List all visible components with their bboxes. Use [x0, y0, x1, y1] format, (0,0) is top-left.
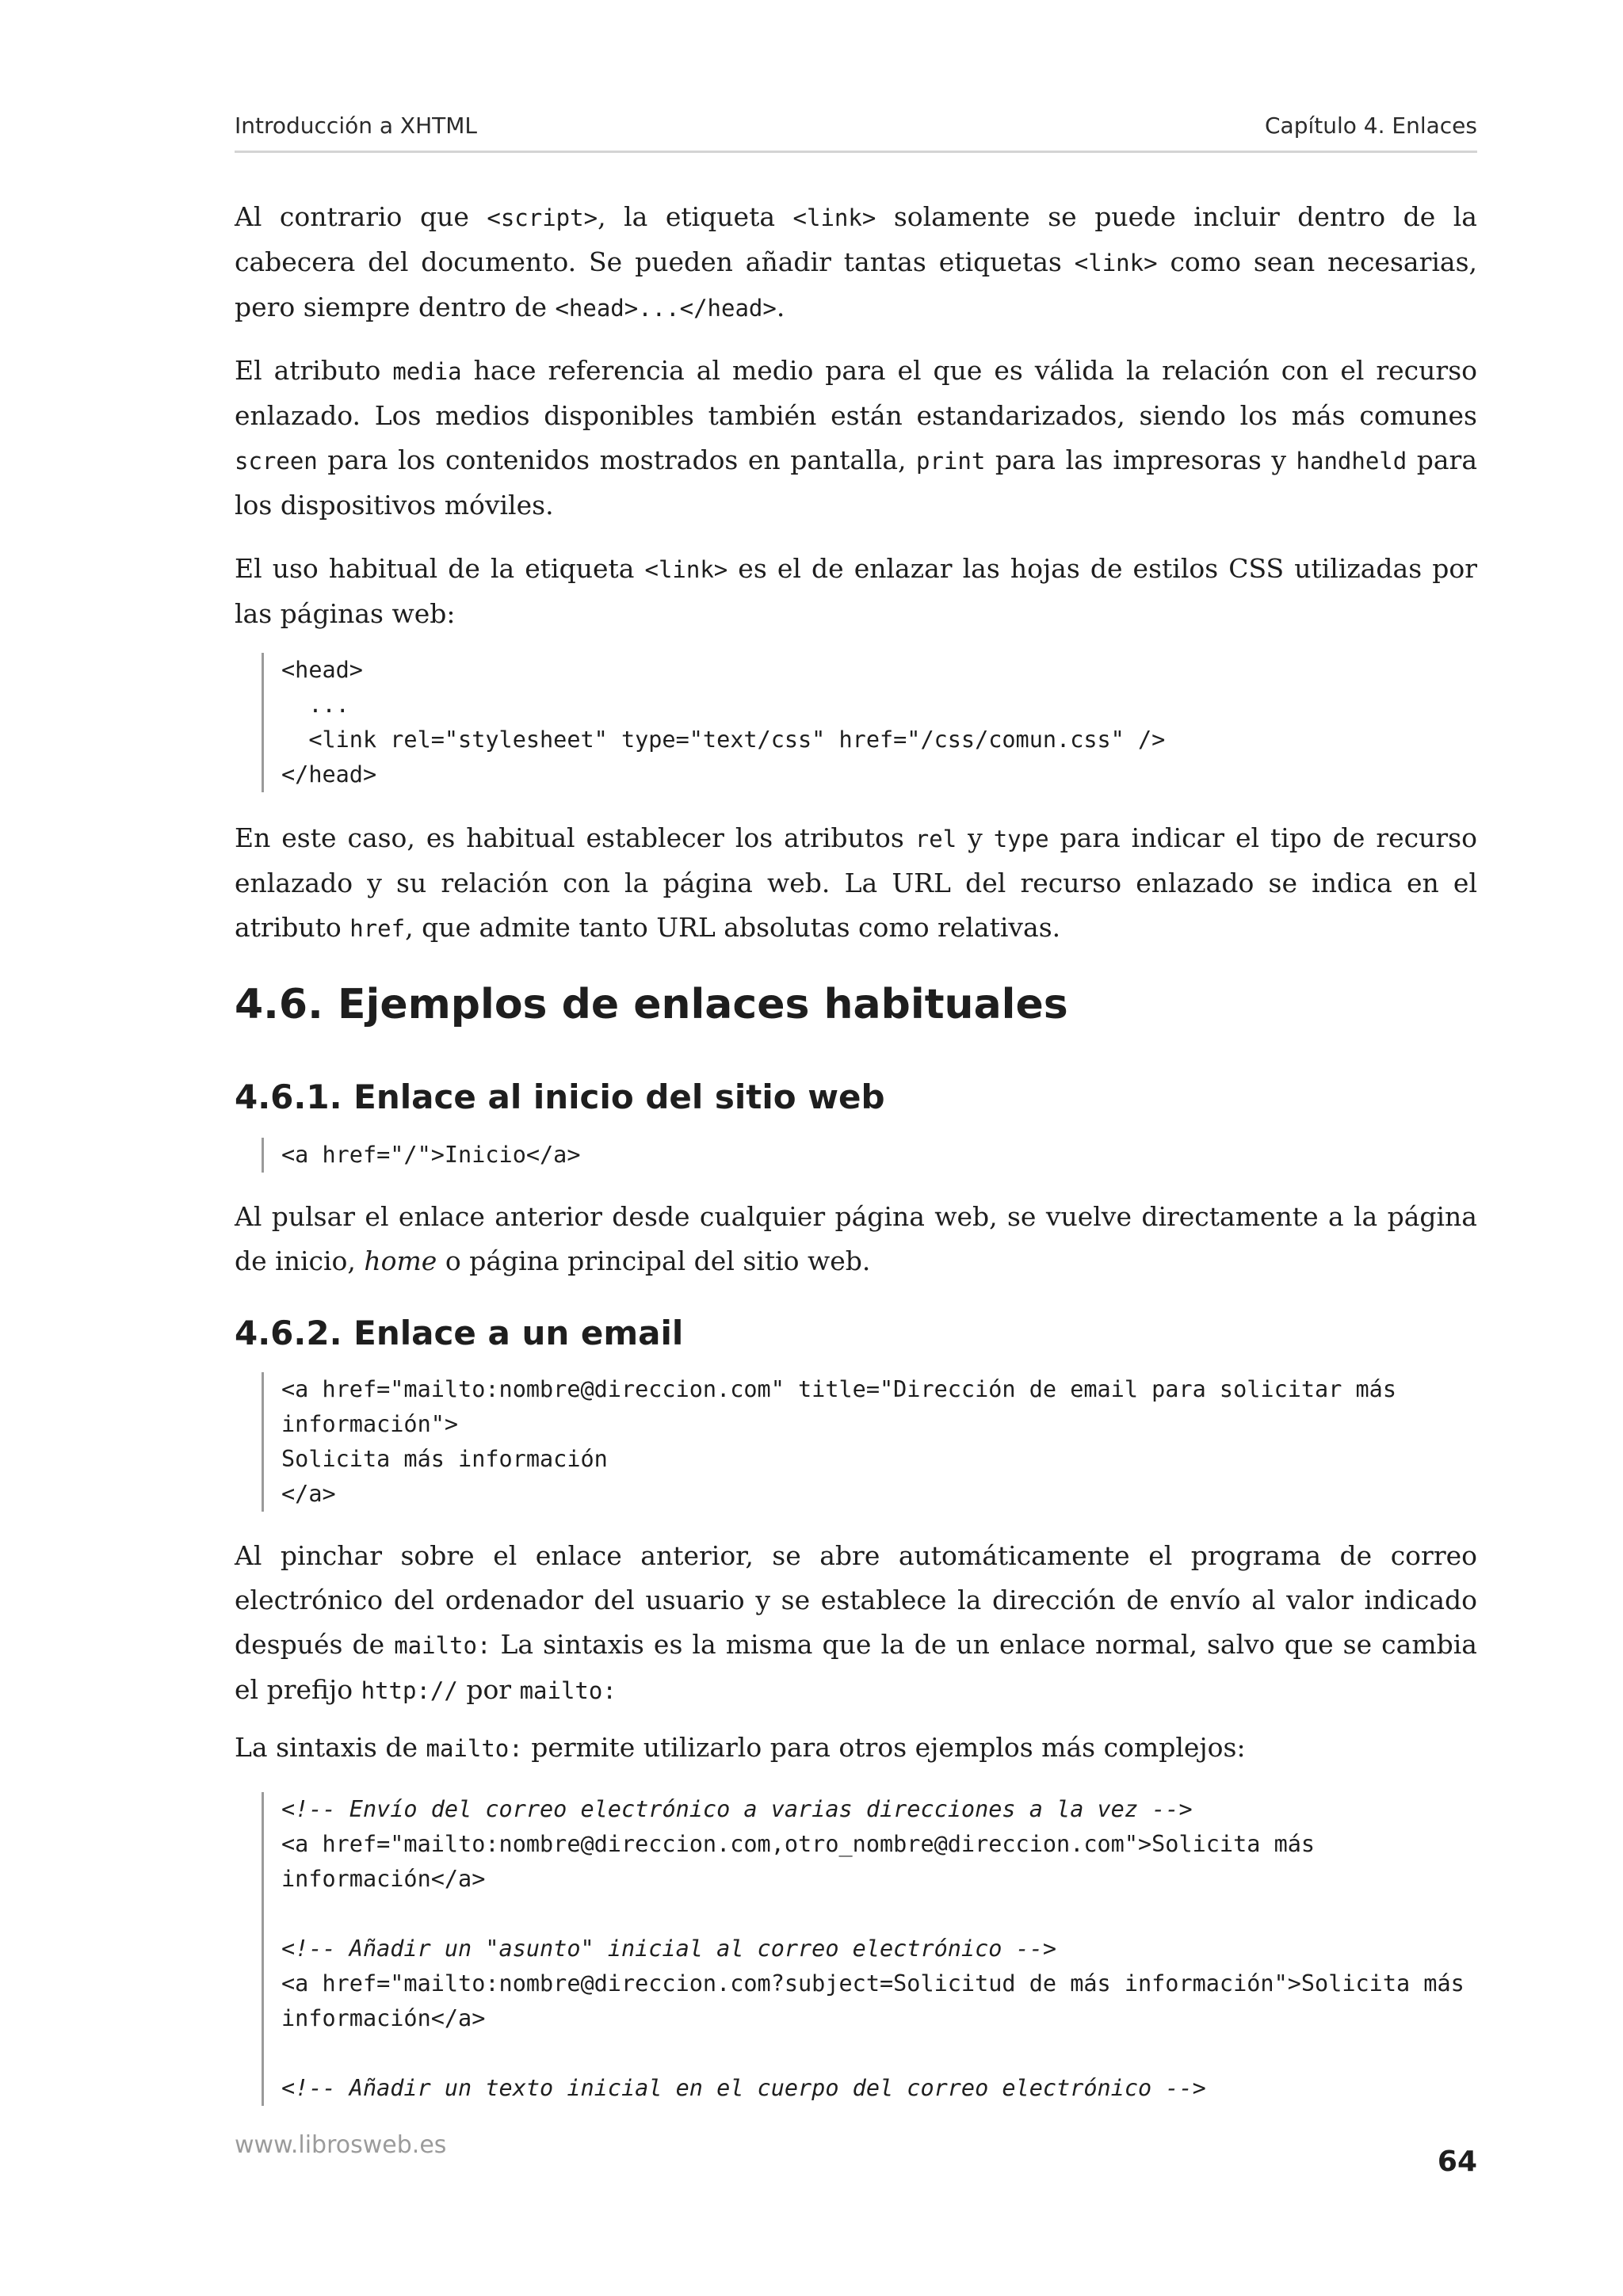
- text-run: , la etiqueta: [598, 201, 793, 232]
- code-line: <a href="/">Inicio</a>: [281, 1142, 581, 1168]
- subsection-heading-home-link: 4.6.1. Enlace al inicio del sitio web: [235, 1077, 885, 1116]
- text-run: para los contenidos mostrados en pantalla,: [317, 444, 917, 475]
- code-line: ...: [281, 692, 349, 718]
- code-line: </head>: [281, 761, 377, 788]
- paragraph-mailto-syntax: [235, 1726, 1477, 1771]
- code-block-home-link: [262, 1138, 1494, 1173]
- text-run: Al pulsar el enlace anterior desde cualquier página web, se vuelve directamente a la página de inicio,: [235, 1201, 1477, 1276]
- text-run: permite utilizarlo para otros ejemplos más complejos:: [522, 1732, 1246, 1763]
- book-title: Introducción a XHTML: [235, 113, 478, 139]
- text-run: Al contrario que: [235, 201, 487, 232]
- page-number: 64: [1437, 2145, 1477, 2178]
- inline-code: href: [349, 915, 406, 942]
- paragraph-link-usage: [235, 547, 1477, 636]
- code-line: <a href="mailto:nombre@direccion.com" title="Dirección de email para solicitar más: [281, 1376, 1396, 1402]
- running-header: [235, 111, 1477, 153]
- code-line: Solicita más información: [281, 1446, 608, 1472]
- code-line: información</a>: [281, 1866, 486, 1892]
- text-run: .: [776, 292, 785, 322]
- text-run: y: [957, 822, 994, 853]
- paragraph-mailto-explanation: [235, 1534, 1477, 1713]
- text-run: El atributo: [235, 355, 393, 386]
- inline-code: mailto:: [519, 1677, 617, 1704]
- inline-code: http://: [361, 1677, 458, 1704]
- inline-code: screen: [235, 448, 318, 475]
- inline-code: media: [392, 358, 462, 385]
- text-run: Al pinchar sobre el enlace anterior, se abre automáticamente el programa de correo electrónico del ordenador del usuario y se establece la dirección de envío al valor indicado después de: [235, 1540, 1477, 1660]
- inline-code: mailto:: [426, 1735, 523, 1762]
- code-block-mailto-examples: [262, 1792, 1494, 2106]
- inline-code: print: [916, 448, 986, 475]
- section-heading: 4.6. Ejemplos de enlaces habituales: [235, 981, 1068, 1028]
- paragraph-media-attribute: [235, 349, 1477, 528]
- inline-code: <link>: [792, 204, 876, 231]
- text-run: como sean necesarias, pero siempre dentro de: [235, 246, 1478, 322]
- text-run: , que admite tanto URL absolutas como relativas.: [405, 912, 1061, 943]
- text-run: La sintaxis es la misma que la de un enlace normal, salvo que se cambia el prefijo: [235, 1629, 1477, 1705]
- text-run: En este caso, es habitual establecer los atributos: [235, 822, 915, 853]
- code-line: <a href="mailto:nombre@direccion.com,otro_nombre@direccion.com">Solicita más: [281, 1831, 1316, 1857]
- code-line: </a>: [281, 1481, 336, 1507]
- code-line: [281, 2036, 1494, 2071]
- inline-code: rel: [915, 826, 957, 852]
- text-run: es el de enlazar las hojas de estilos CSS utilizadas por las páginas web:: [235, 553, 1477, 629]
- inline-code: <link>: [1074, 250, 1158, 277]
- code-line: <head>: [281, 657, 363, 683]
- text-run: para las impresoras y: [985, 444, 1296, 475]
- inline-code: type: [993, 826, 1049, 852]
- code-line: información">: [281, 1411, 459, 1437]
- text-run: para indicar el tipo de recurso enlazado y su relación con la página web. La URL del recurso enlazado se indica en el atributo: [235, 822, 1477, 943]
- paragraph-home-link: [235, 1195, 1477, 1283]
- text-run: por: [457, 1674, 520, 1705]
- text-run: La sintaxis de: [235, 1732, 426, 1763]
- text-run: hace referencia al medio para el que es válida la relación con el recurso enlazado. Los medios disponibles también están estandarizados, siendo los más comunes: [235, 355, 1477, 431]
- subsection-heading-email-link: 4.6.2. Enlace a un email: [235, 1314, 684, 1352]
- inline-code: mailto:: [394, 1632, 491, 1659]
- text-run: El uso habitual de la etiqueta: [235, 553, 645, 584]
- text-run: o página principal del sitio web.: [437, 1245, 871, 1276]
- inline-code: <script>: [487, 204, 598, 231]
- paragraph-rel-type: [235, 816, 1477, 951]
- code-comment: <!-- Envío del correo electrónico a varias direcciones a la vez -->: [281, 1796, 1193, 1822]
- code-block-head-link: [262, 653, 1494, 792]
- emphasis: home: [364, 1245, 437, 1276]
- text-run: para los dispositivos móviles.: [235, 444, 1478, 521]
- text-run: solamente se puede incluir dentro de la cabecera del documento. Se pueden añadir tantas etiquetas: [235, 201, 1477, 277]
- inline-code: <head>...</head>: [555, 295, 777, 322]
- code-line: <link rel="stylesheet" type="text/css" href="/css/comun.css" />: [281, 727, 1166, 753]
- inline-code: handheld: [1296, 448, 1407, 475]
- code-line: [281, 1897, 1494, 1932]
- footer-site-url: www.librosweb.es: [235, 2131, 447, 2159]
- chapter-title: Capítulo 4. Enlaces: [1265, 113, 1477, 139]
- code-line: <a href="mailto:nombre@direccion.com?subject=Solicitud de más información">Solicita más: [281, 1970, 1465, 1997]
- code-line: información</a>: [281, 2005, 486, 2031]
- code-comment: <!-- Añadir un "asunto" inicial al correo electrónico -->: [281, 1936, 1057, 1962]
- paragraph-link-location: [235, 195, 1477, 330]
- code-comment: <!-- Añadir un texto inicial en el cuerpo del correo electrónico -->: [281, 2075, 1206, 2101]
- inline-code: <link>: [644, 556, 728, 583]
- code-block-email-link: [262, 1372, 1494, 1512]
